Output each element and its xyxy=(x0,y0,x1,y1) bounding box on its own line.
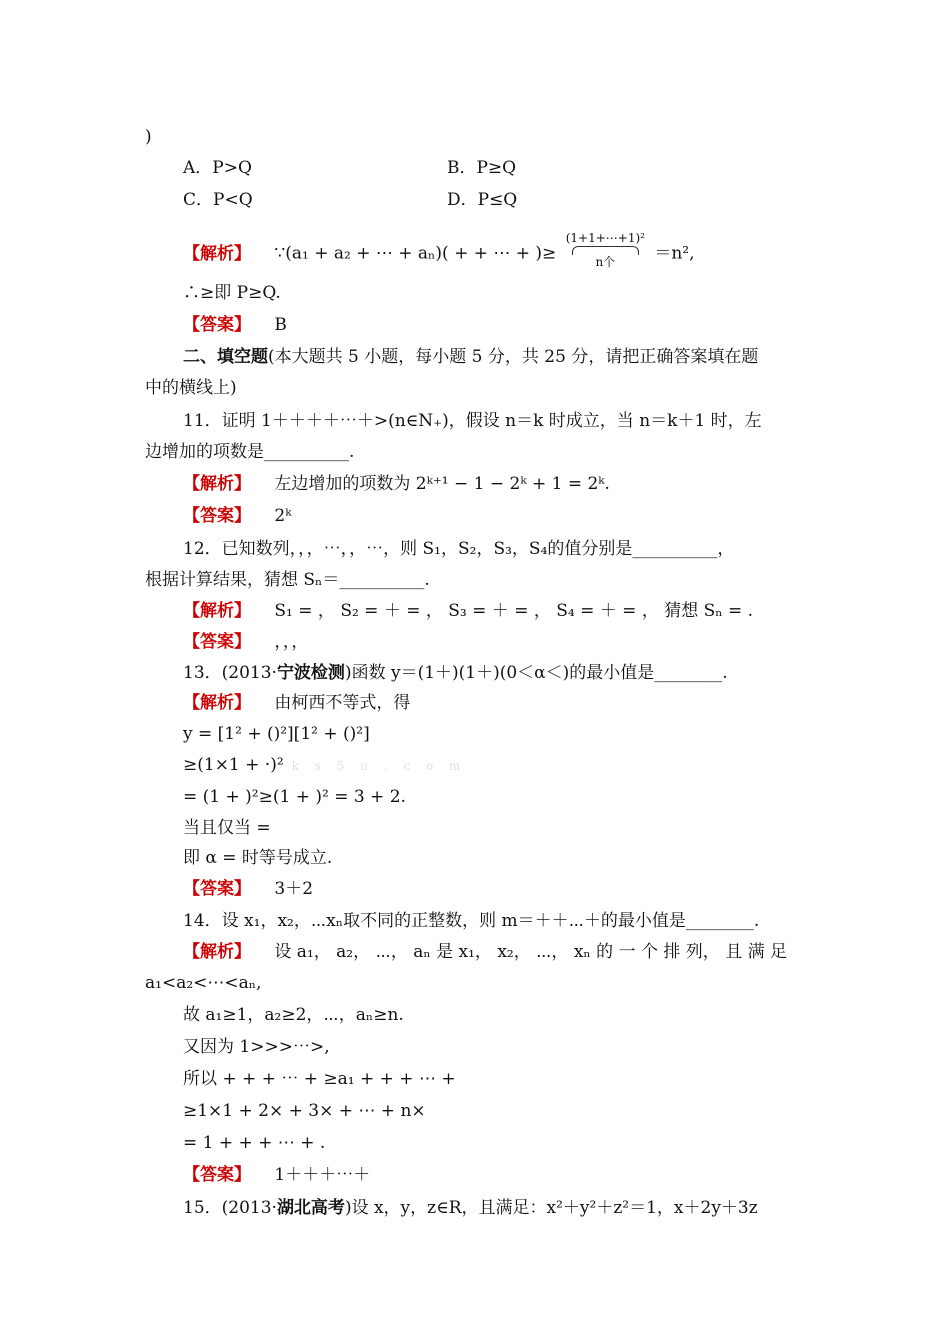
answer-14 xyxy=(183,1164,370,1186)
analysis-14-step-2: 故 a₁≥1，a₂≥2，⋯，aₙ≥n. xyxy=(183,1005,404,1025)
analysis-14-step-5: ≥1×1 + 2× + 3× + ⋯ + n× xyxy=(183,1101,426,1121)
analysis-13-step-4: 当且仅当 = xyxy=(183,818,271,838)
analysis-13-step-2 xyxy=(183,754,466,777)
analysis-13-step-2-text: ≥(1×1 + ·)² xyxy=(183,755,284,775)
question-11-line-2: 边增加的项数是__________. xyxy=(145,442,355,462)
option-a: A．P>Q xyxy=(183,158,252,178)
question-13-post: )函数 y＝(1＋)(1＋)(0＜α＜)的最小值是________. xyxy=(344,663,728,683)
answer-10 xyxy=(183,314,287,336)
question-13-source: 宁波检测 xyxy=(276,663,345,683)
option-d: D．P≤Q xyxy=(447,190,518,210)
fraction-top: (1+1+⋯+1)² xyxy=(565,231,645,245)
question-15-source: 湖北高考 xyxy=(276,1198,345,1218)
analysis-12-text: S₁ = ， S₂ = ＋ = ， S₃ = ＋ = ， S₄ = ＋ = ， 猜想 Sₙ = . xyxy=(274,601,754,621)
analysis-12 xyxy=(183,600,753,622)
sum-fraction xyxy=(566,231,645,269)
analysis-11 xyxy=(183,473,610,495)
analysis-tag: 【解析】 xyxy=(183,693,251,713)
option-c: C．P<Q xyxy=(183,190,253,210)
answer-tag: 【答案】 xyxy=(183,879,251,899)
underbrace-icon xyxy=(572,246,639,255)
answer-tag: 【答案】 xyxy=(183,506,251,526)
question-15-pre: 15．(2013· xyxy=(183,1198,277,1218)
analysis-14-text: 设 a₁， a₂， ⋯， aₙ 是 x₁， x₂， ⋯， xₙ 的 一 个 排 列， 且 满 足 xyxy=(274,942,788,962)
analysis-14-step-3: 又因为 1>>>⋯>, xyxy=(183,1037,330,1057)
question-15-post: )设 x，y，z∈R，且满足：x²＋y²＋z²＝1，x＋2y＋3z xyxy=(344,1198,758,1218)
watermark: k s 5 u . c o m xyxy=(291,759,467,773)
answer-10-value: B xyxy=(274,315,287,335)
analysis-10-text-b: ＝n², xyxy=(654,243,695,264)
analysis-tag: 【解析】 xyxy=(183,243,251,264)
option-b: B．P≥Q xyxy=(447,158,517,178)
analysis-13-step-1: y = [1² + ()²][1² + ()²] xyxy=(183,724,370,744)
answer-12-value: ，，， xyxy=(274,632,309,652)
analysis-14-step-4: 所以 + + + ⋯ + ≥a₁ + + + ⋯ + xyxy=(183,1069,456,1089)
analysis-10-line-1 xyxy=(183,231,695,273)
answer-13-value: 3＋2 xyxy=(274,879,314,899)
answer-tag: 【答案】 xyxy=(183,1165,251,1185)
answer-11 xyxy=(183,505,291,527)
question-13 xyxy=(183,662,728,684)
answer-13 xyxy=(183,878,313,900)
analysis-tag: 【解析】 xyxy=(183,942,251,962)
question-12-line-2: 根据计算结果，猜想 Sₙ＝__________. xyxy=(145,570,430,590)
question-11-line-1: 11．证明 1＋＋＋＋⋯＋>(n∈N₊)，假设 n＝k 时成立，当 n＝k＋1 时，左 xyxy=(183,411,762,431)
analysis-10-text-a: ∵(a₁ + a₂ + ⋯ + aₙ)( + + ⋯ + )≥ xyxy=(274,243,557,264)
analysis-13-text: 由柯西不等式，得 xyxy=(274,693,411,713)
question-14: 14．设 x₁，x₂，⋯xₙ取不同的正整数，则 m＝＋＋⋯＋的最小值是________. xyxy=(183,911,760,931)
fraction-bottom: n个 xyxy=(595,255,616,269)
analysis-13-step-5: 即 α = 时等号成立. xyxy=(183,848,333,868)
question-12-line-1: 12．已知数列，，，⋯，，⋯，则 S₁，S₂，S₃，S₄的值分别是__________， xyxy=(183,539,735,559)
answer-tag: 【答案】 xyxy=(183,315,251,335)
analysis-tag: 【解析】 xyxy=(183,601,251,621)
analysis-14-step-1: a₁<a₂<⋯<aₙ, xyxy=(145,973,262,993)
analysis-14 xyxy=(183,941,787,963)
question-15 xyxy=(183,1197,758,1219)
analysis-13 xyxy=(183,692,410,714)
answer-11-value: 2ᵏ xyxy=(274,506,292,526)
analysis-tag: 【解析】 xyxy=(183,474,251,494)
question-13-pre: 13．(2013· xyxy=(183,663,277,683)
analysis-10-line-2: ∴≥即 P≥Q. xyxy=(183,283,281,303)
answer-14-value: 1＋＋＋⋯＋ xyxy=(274,1165,371,1185)
section-2-heading xyxy=(183,346,758,368)
analysis-11-text: 左边增加的项数为 2ᵏ⁺¹ − 1 − 2ᵏ + 1 = 2ᵏ. xyxy=(274,474,610,494)
section-2-desc: (本大题共 5 小题，每小题 5 分，共 25 分，请把正确答案填在题 xyxy=(268,347,759,367)
answer-12 xyxy=(183,631,308,653)
analysis-14-step-6: = 1 + + + ⋯ + . xyxy=(183,1133,326,1153)
section-2-desc-2: 中的横线上) xyxy=(145,378,237,398)
section-2-title: 二、填空题 xyxy=(183,347,268,367)
analysis-13-step-3: = (1 + )²≥(1 + )² = 3 + 2. xyxy=(183,787,406,807)
paren-close: ) xyxy=(145,127,152,147)
answer-tag: 【答案】 xyxy=(183,632,251,652)
